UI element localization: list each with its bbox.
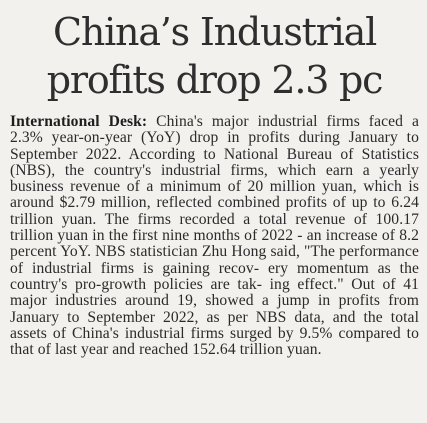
headline-line-2: profits drop 2.3 pc [46, 58, 383, 102]
dateline: International Desk: [10, 113, 148, 130]
headline [10, 8, 419, 104]
headline-line-1: China’s Industrial [52, 10, 377, 54]
article-body-text: China's major industrial firms faced a 2.3% year-on-year (YoY) drop in profits during January to September 2022. According to National Bureau of Statistics (NBS), the country's industrial firms, which earn a yearly business revenue of a minimum of 20 million yuan, which is around $2.79 million, reflected combined profits of up to 6.24 trillion yuan. The firms recorded a total revenue of 100.17 trillion yuan in the first nine months of 2022 - an increase of 8.2 percent YoY. NBS statistician Zhu Hong said, "The performance of industrial firms is gaining recov- ery momentum as the country's pro-growth policies are tak- ing effect." Out of 41 major industries around 19, showed a jump in profits from January to September 2022, as per NBS data, and the total assets of China's industrial firms surged by 9.5% compared to that of last year and reached 152.64 trillion yuan. [10, 113, 419, 359]
article-body [10, 114, 419, 358]
